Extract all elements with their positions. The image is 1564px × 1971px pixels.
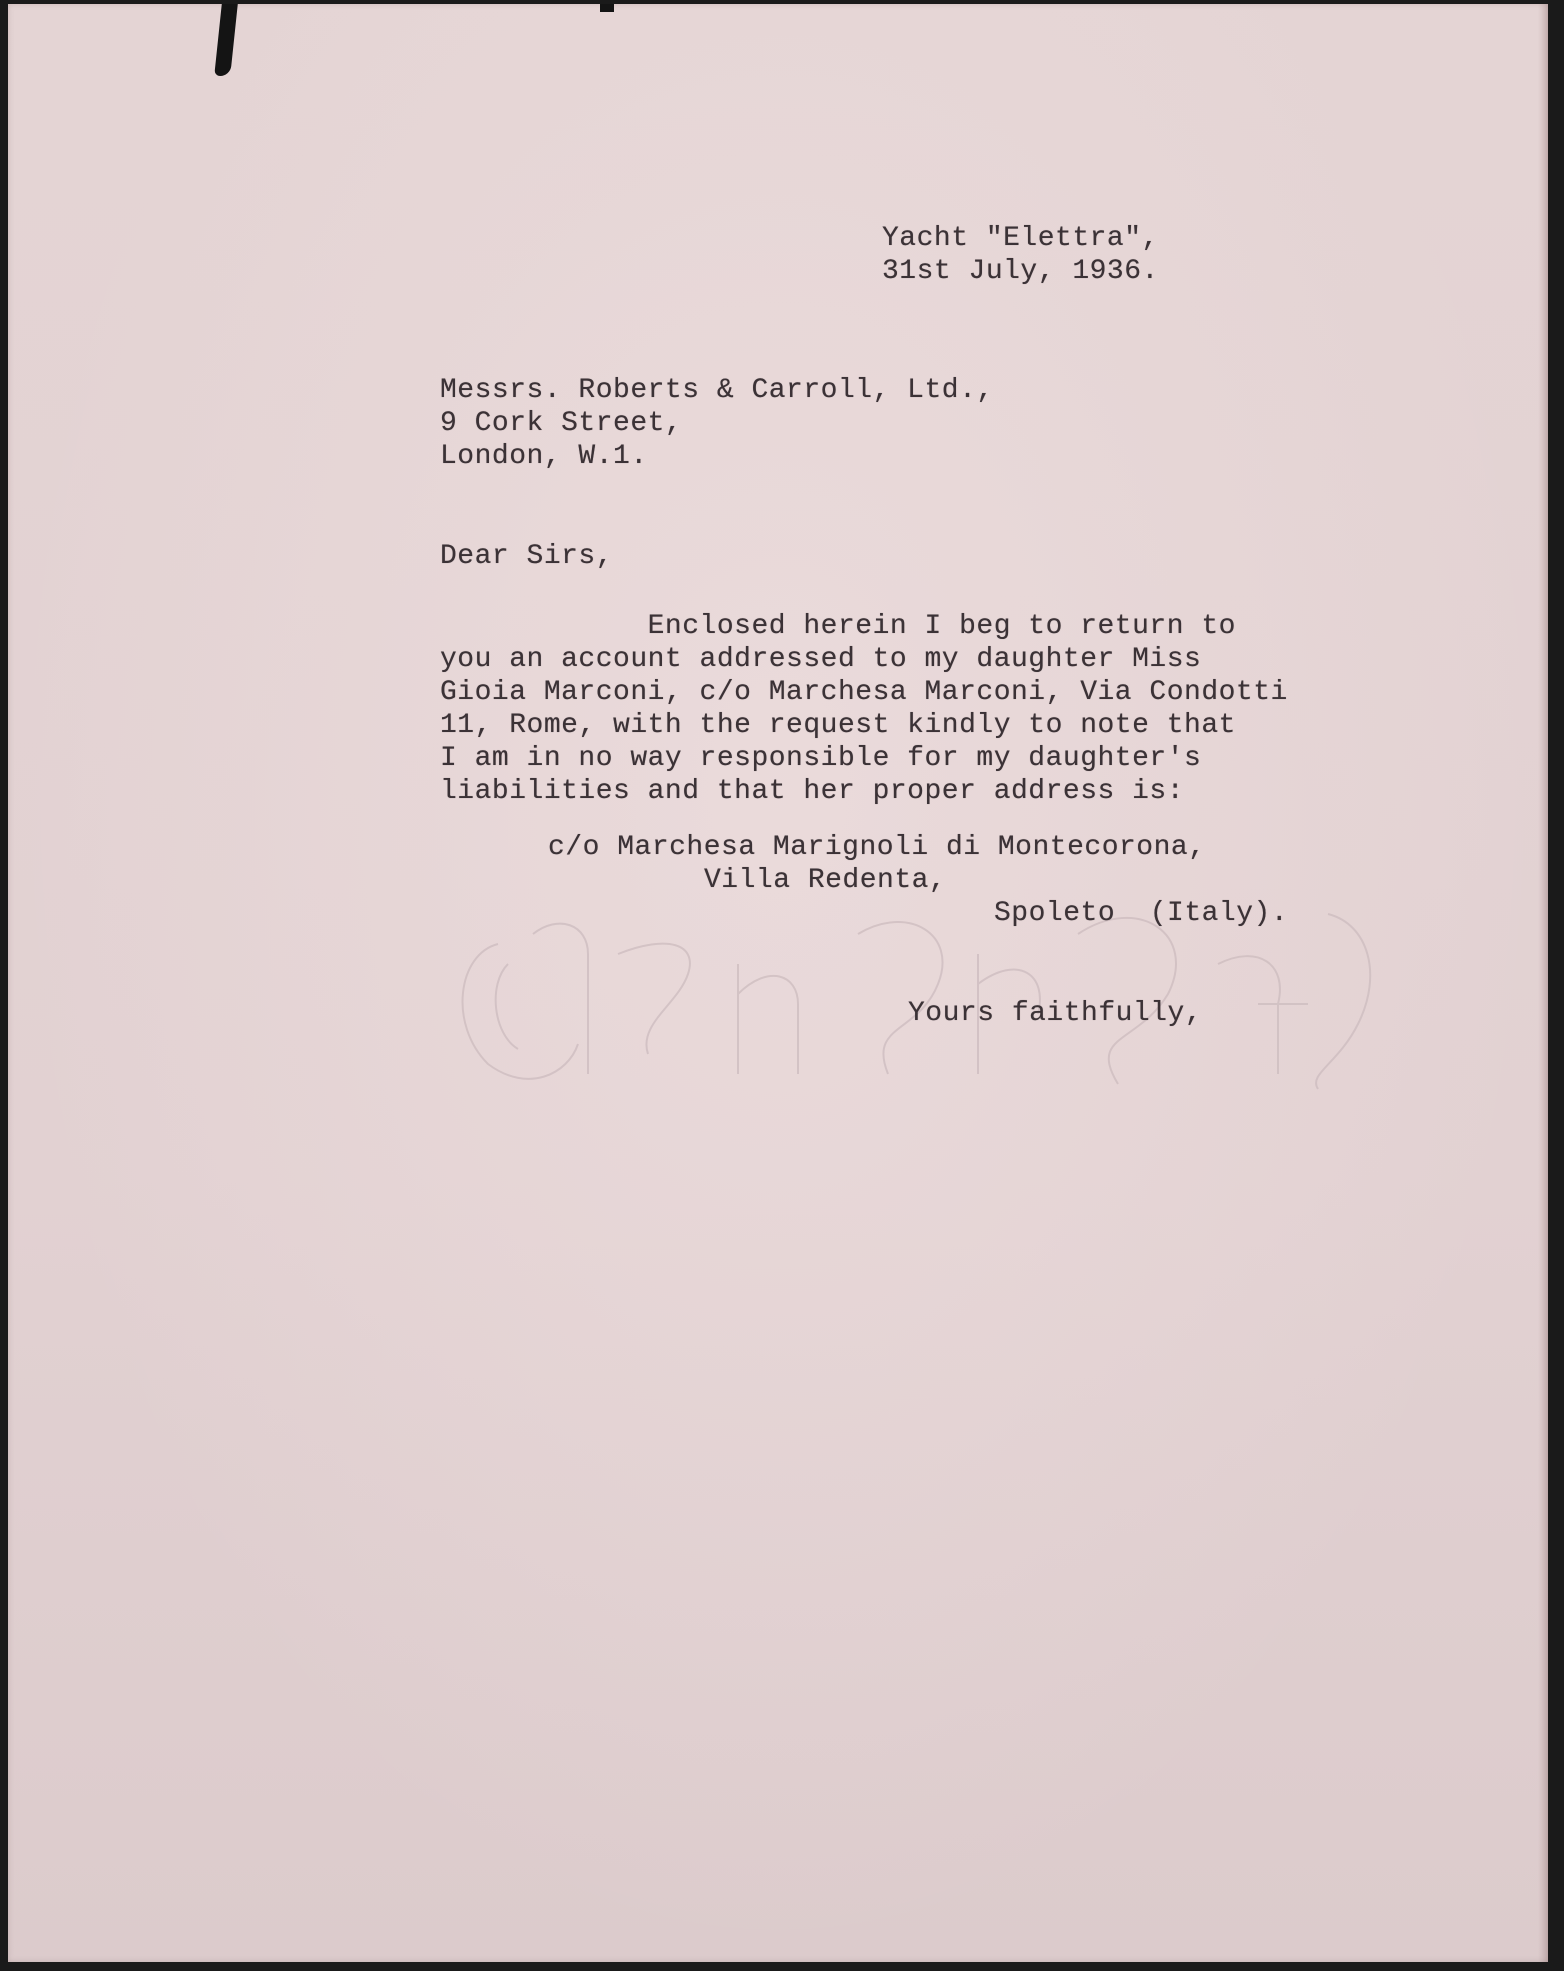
letter-body — [440, 610, 1288, 808]
punch-hole-mark — [214, 4, 238, 76]
body-line: I am in no way responsible for my daughter's — [440, 743, 1202, 774]
body-line: 11, Rome, with the request kindly to note that — [440, 710, 1236, 741]
recipient-line: London, W.1. — [440, 441, 648, 472]
punch-notch-mark — [600, 4, 614, 12]
recipient-line: Messrs. Roberts & Carroll, Ltd., — [440, 375, 994, 406]
body-line: Gioia Marconi, c/o Marchesa Marconi, Via Condotti — [440, 677, 1288, 708]
page-edge-shadow — [1538, 4, 1548, 1962]
body-line: liabilities and that her proper address is: — [440, 776, 1185, 807]
letter-heading — [882, 222, 1159, 288]
recipient-address — [440, 374, 994, 473]
body-line: you an account addressed to my daughter Miss — [440, 644, 1202, 675]
letter-page — [8, 4, 1548, 1962]
complimentary-close: Yours faithfully, — [908, 998, 1203, 1029]
body-line: Enclosed herein I beg to return to — [440, 611, 1236, 642]
forwarding-address-line: c/o Marchesa Marignoli di Montecorona, — [548, 832, 1206, 863]
heading-line-date: 31st July, 1936. — [882, 256, 1159, 287]
recipient-line: 9 Cork Street, — [440, 408, 683, 439]
heading-line-vessel: Yacht "Elettra", — [882, 223, 1159, 254]
forwarding-address-line: Villa Redenta, — [704, 865, 947, 896]
forwarding-address-line: Spoleto (Italy). — [994, 898, 1289, 929]
salutation: Dear Sirs, — [440, 541, 614, 572]
